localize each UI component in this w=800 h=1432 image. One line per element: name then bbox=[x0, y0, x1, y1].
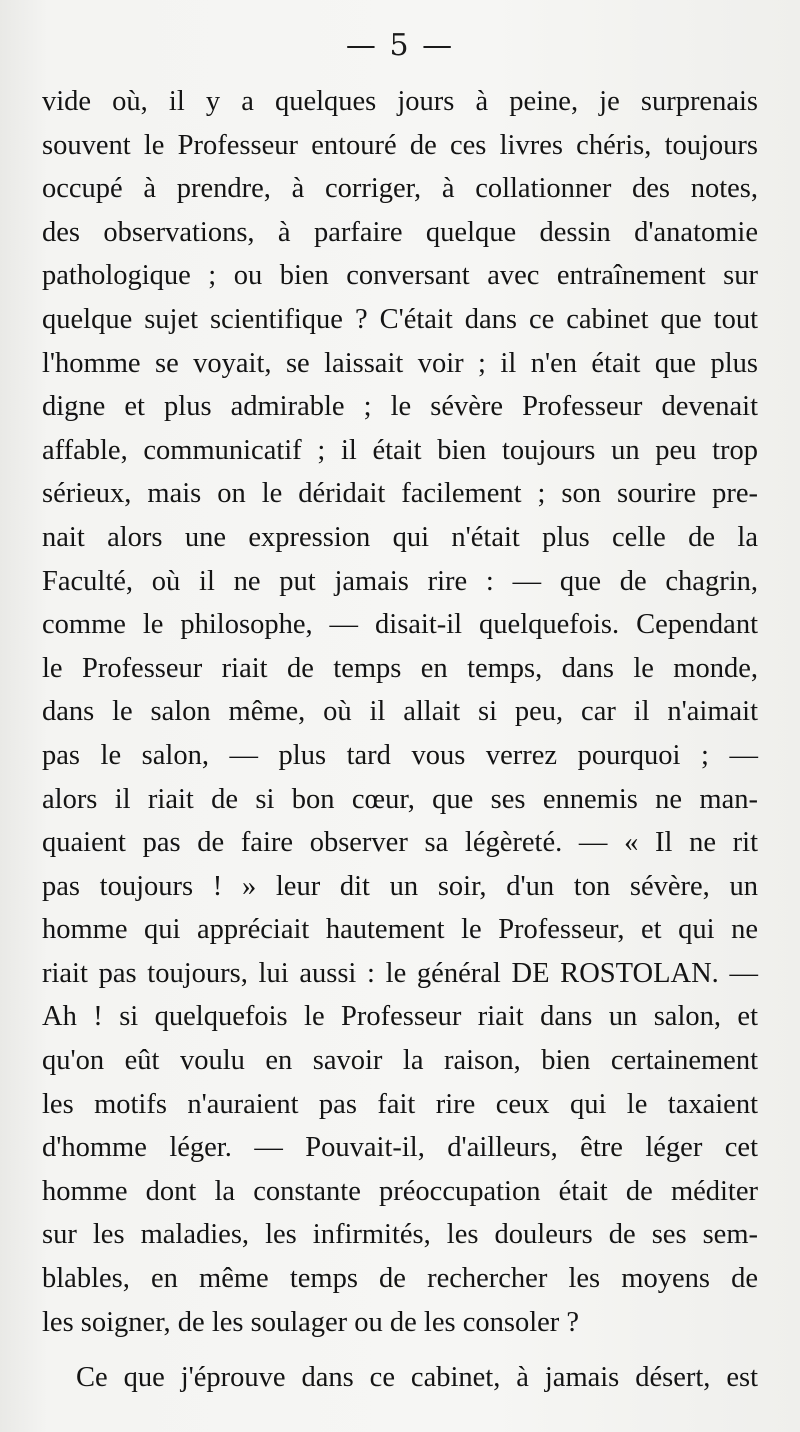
text-line: comme le philosophe, — disait-il quelquefois. Cependant bbox=[42, 609, 758, 641]
text-line: pathologique ; ou bien conversant avec entraînement sur bbox=[42, 260, 758, 292]
paragraph-1 bbox=[42, 80, 758, 1344]
paragraph-gap bbox=[42, 1344, 758, 1356]
text-line: affable, communicatif ; il était bien toujours un peu trop bbox=[42, 434, 758, 466]
text-line: dans le salon même, où il allait si peu, car il n'aimait bbox=[42, 696, 758, 728]
text-line: vide où, il y a quelques jours à peine, je surprenais bbox=[42, 86, 758, 117]
text-line: blables, en même temps de rechercher les moyens de bbox=[42, 1263, 758, 1295]
text-line: nait alors une expression qui n'était plus celle de la bbox=[42, 521, 758, 553]
text-line: homme dont la constante préoccupation était de méditer bbox=[42, 1175, 758, 1207]
text-line: les motifs n'auraient pas fait rire ceux qui le taxaient bbox=[42, 1088, 758, 1120]
text-line: homme qui appréciait hautement le Professeur, et qui ne bbox=[42, 914, 758, 946]
text-line: pas toujours ! » leur dit un soir, d'un ton sévère, un bbox=[42, 870, 758, 902]
text-line: l'homme se voyait, se laissait voir ; il n'en était que plus bbox=[42, 347, 758, 379]
body-text bbox=[42, 80, 758, 1400]
text-line: occupé à prendre, à corriger, à collationner des notes, bbox=[42, 173, 758, 205]
text-line: Faculté, où il ne put jamais rire : — que de chagrin, bbox=[42, 565, 758, 597]
text-line: alors il riait de si bon cœur, que ses ennemis ne man- bbox=[42, 783, 758, 815]
text-line: sur les maladies, les infirmités, les douleurs de ses sem- bbox=[42, 1219, 758, 1251]
text-line: quelque sujet scientifique ? C'était dans ce cabinet que tout bbox=[42, 303, 758, 335]
text-line: les soigner, de les soulager ou de les consoler ? bbox=[42, 1306, 580, 1338]
text-line: riait pas toujours, lui aussi : le général DE ROSTOLAN. — bbox=[42, 957, 758, 989]
text-line: pas le salon, — plus tard vous verrez pourquoi ; — bbox=[42, 739, 758, 771]
text-line: digne et plus admirable ; le sévère Professeur devenait bbox=[42, 391, 758, 423]
text-line: qu'on eût voulu en savoir la raison, bien certainement bbox=[42, 1045, 758, 1077]
text-line: Ce que j'éprouve dans ce cabinet, à jamais désert, est bbox=[76, 1362, 758, 1394]
page-number-header: — 5 — bbox=[345, 28, 455, 63]
text-line: souvent le Professeur entouré de ces livres chéris, toujours bbox=[42, 129, 758, 161]
text-line: le Professeur riait de temps en temps, dans le monde, bbox=[42, 652, 758, 684]
text-line: sérieux, mais on le déridait facilement ; son sourire pre- bbox=[42, 478, 758, 510]
text-line: des observations, à parfaire quelque dessin d'anatomie bbox=[42, 216, 758, 248]
text-line: Ah ! si quelquefois le Professeur riait dans un salon, et bbox=[42, 1001, 758, 1033]
text-line: d'homme léger. — Pouvait-il, d'ailleurs, être léger cet bbox=[42, 1132, 758, 1164]
text-line: quaient pas de faire observer sa légèreté. — « Il ne rit bbox=[42, 827, 758, 859]
paragraph-2 bbox=[42, 1356, 758, 1400]
